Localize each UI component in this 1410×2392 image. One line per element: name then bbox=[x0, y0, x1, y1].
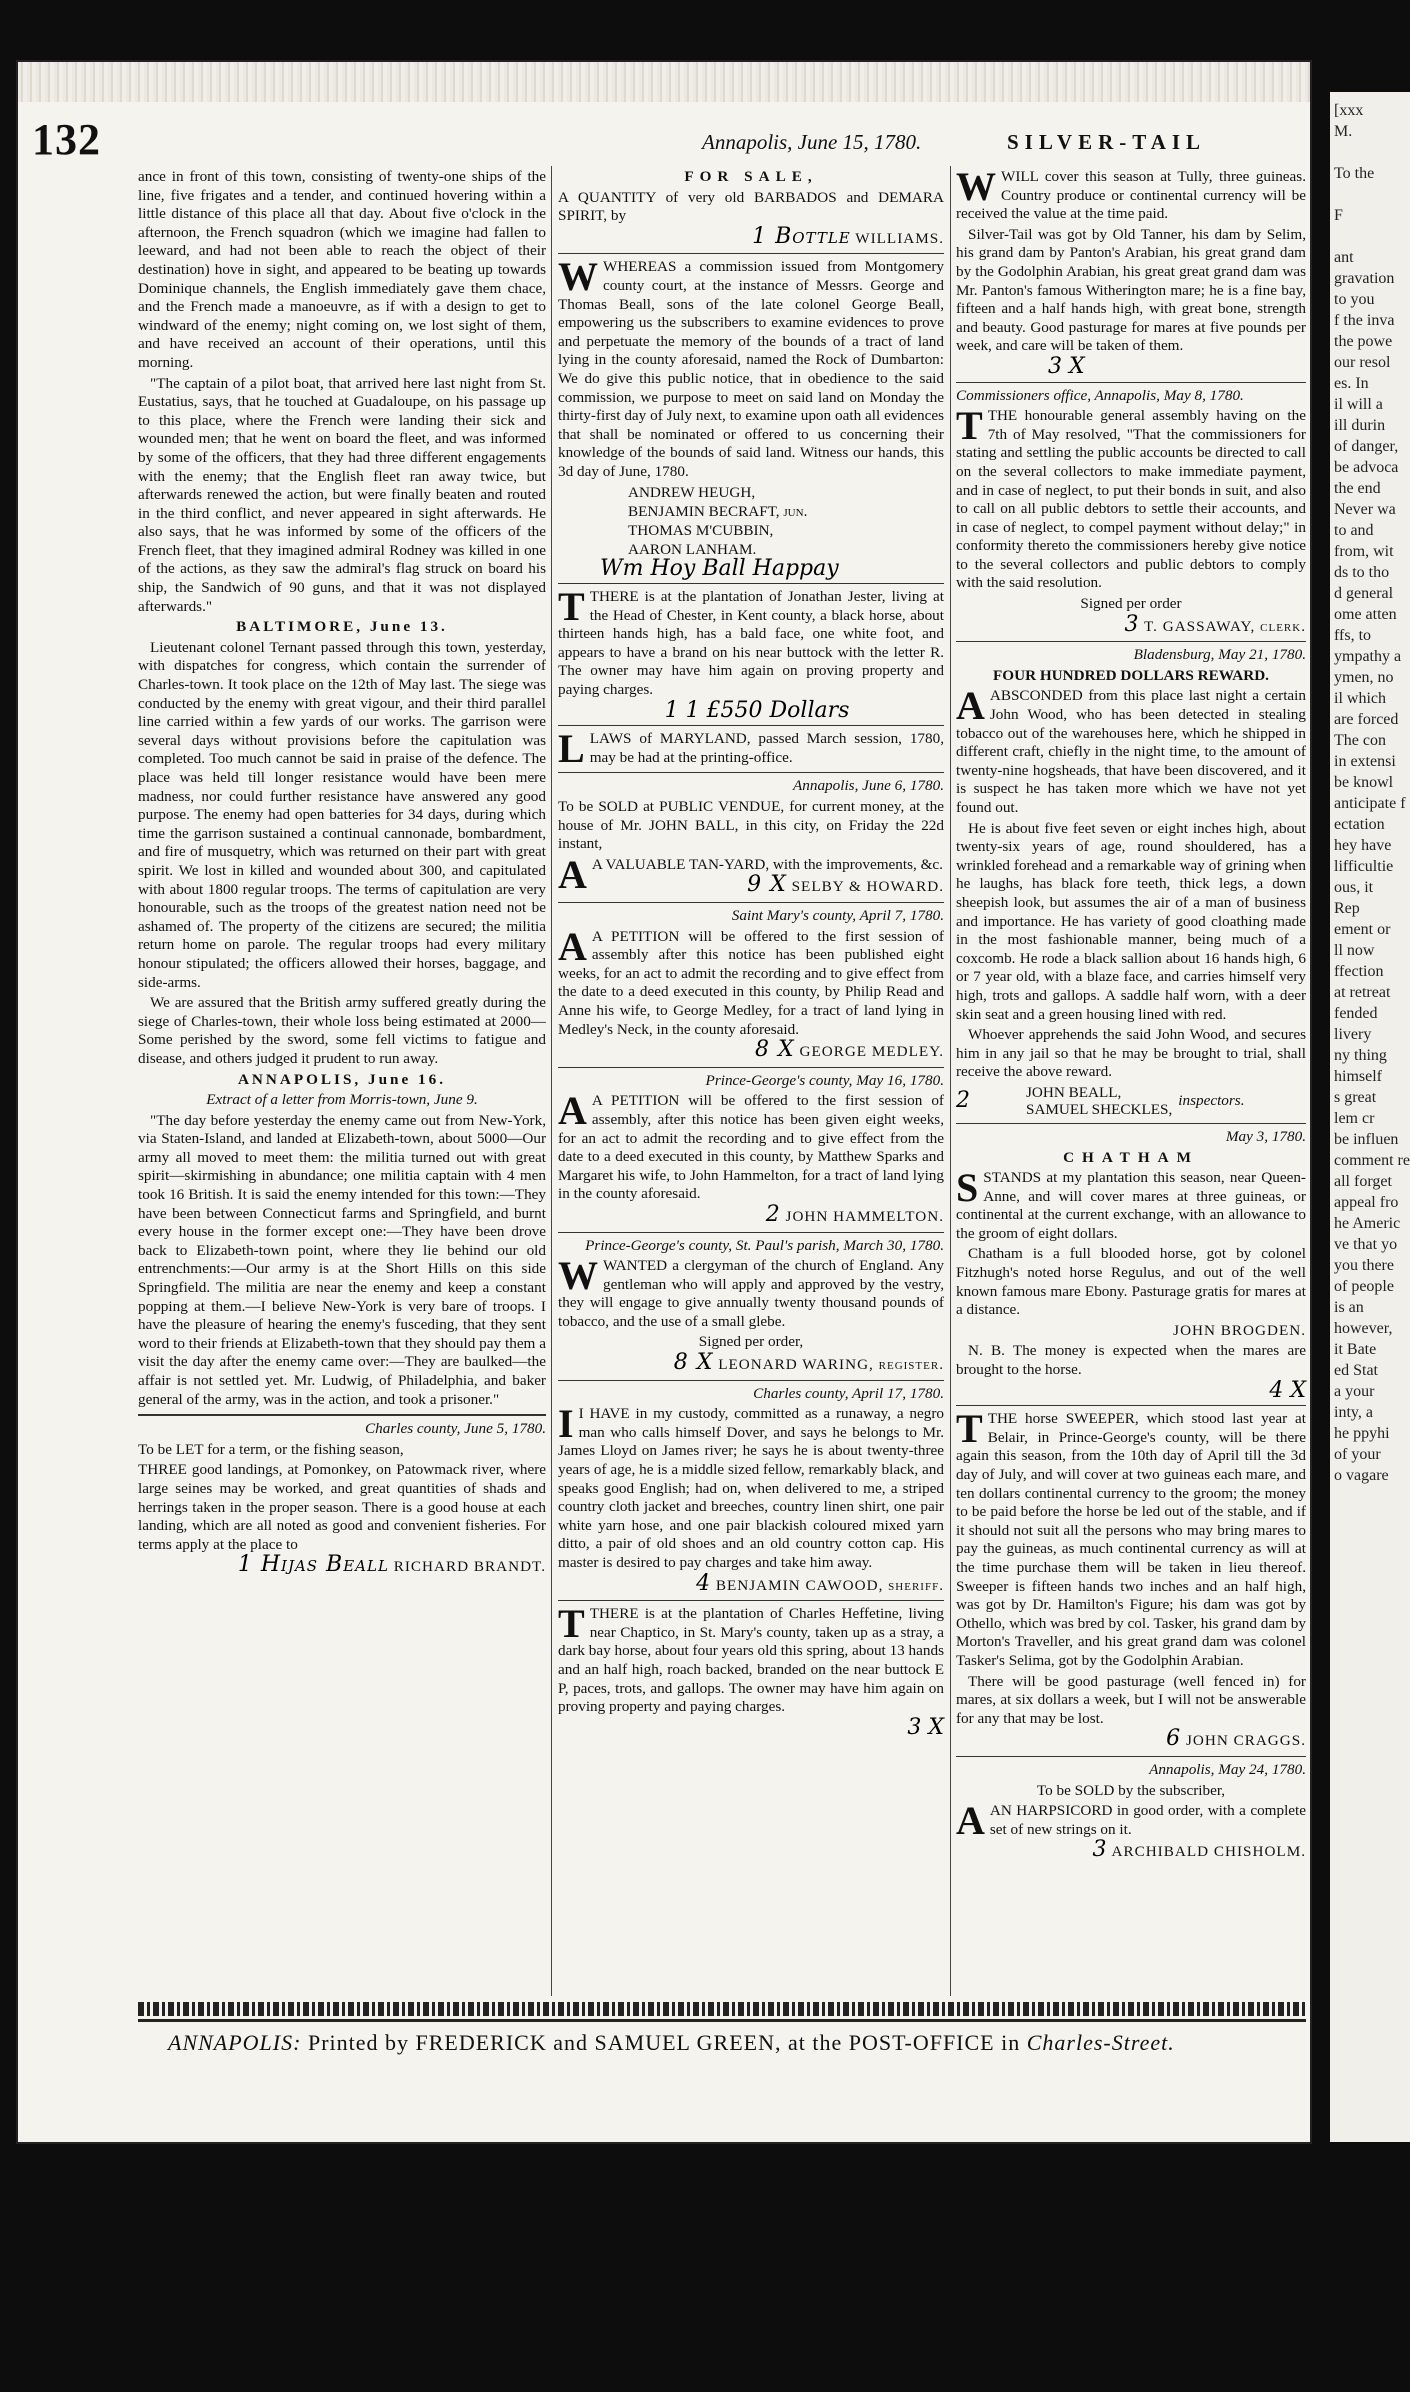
adjacent-page-line: it Bate bbox=[1334, 1341, 1377, 1358]
adjacent-page-line: from, wit bbox=[1334, 543, 1394, 560]
adjacent-page-line: f the inva bbox=[1334, 312, 1395, 329]
adjacent-page-line: are forced bbox=[1334, 711, 1399, 728]
medley-signature: 8 X GEORGE MEDLEY. bbox=[755, 1037, 944, 1063]
newspaper-page bbox=[18, 62, 1310, 2142]
harpsicord-ad: AAN HARPSICORD in good order, with a complete set of new strings on it. bbox=[956, 1798, 1306, 1844]
handwritten-note: 4 X bbox=[1269, 1377, 1306, 1403]
st-marys-dateline: Saint Mary's county, April 7, 1780. bbox=[731, 907, 944, 924]
landings-ad: THREE good landings, at Pomonkey, on Patowmack river, where large seines may be worked, and great quantities of shads and herrings taken in the proper season. There is a good house at each landing, which are all noted as good and convenient fisheries. For terms apply at the place to bbox=[138, 1461, 546, 1553]
wood-reward: Whoever apprehends the said John Wood, and secures him in any jail so that he may be brought to trial, shall receive the above reward. bbox=[956, 1026, 1306, 1081]
divider bbox=[138, 1414, 546, 1416]
selby-signature: 9 X SELBY & HOWARD. bbox=[747, 872, 944, 898]
handwritten-note: 6 bbox=[1166, 1726, 1182, 1752]
adjacent-page-line: be advoca bbox=[1334, 459, 1399, 476]
signer-3: THOMAS M'CUBBIN, bbox=[628, 521, 774, 539]
harpsicord-dateline: Annapolis, May 24, 1780. bbox=[1149, 1760, 1306, 1778]
handwritten-note: 3 X bbox=[907, 1714, 944, 1740]
adjacent-page-line: Rep bbox=[1334, 900, 1360, 917]
chisholm-signature: 3 ARCHIBALD CHISHOLM. bbox=[1092, 1837, 1306, 1863]
divider bbox=[956, 641, 1306, 642]
waring-signature: 8 X LEONARD WARING, register. bbox=[673, 1350, 944, 1376]
adjacent-page-line: hey have bbox=[1334, 837, 1392, 854]
adjacent-page-line: s great bbox=[1334, 1089, 1377, 1106]
divider bbox=[956, 382, 1306, 383]
adjacent-page-line: il will a bbox=[1334, 396, 1383, 413]
inspectors-signature bbox=[956, 1084, 1306, 1118]
williams-signature: 1 Bottle WILLIAMS. bbox=[752, 223, 944, 249]
pilot-boat-report: "The captain of a pilot boat, that arrived here last night from St. Eustatius, says, that he touched at Guadaloupe, on his passage up to this place, where the French were landing their sick and wounded men; that he went on board the fleet, and was informed by some of the officers, that they had three different engagements with the enemy; that the English fleet ran away twice, but afterwards renewed the action, but were finally beaten and routed in the third conflict, and never appeared in sight afterwards. He also says, that he was informed by some of the officers of the French fleet, that they imagined admiral Rodney was killed in one of the actions, as they saw the admiral's flag struck on board his ship, the Sandwich of 90 guns, and that it was not displayed afterwards." bbox=[138, 374, 546, 615]
sweeper-ad: TTHE horse SWEEPER, which stood last year at Belair, in Prince-George's county, will be there again this season, from the 10th day of April till the 3d day of July, and will cover at two guineas each mare, and ten dollars continental currency to the groom; the money to be paid before the horse be led out of the stable, and if it should not suit all the persons who may bring mares to pay the guineas, as much continental currency as will at the time purchase them will be taken in lieu thereof. Sweeper is fifteen hands two inches and an half high, was got by Dr. Hamilton's Figure; his dam was got by Othello, which was bred by col. Tasker, his grand dam by Morton's Traveller, and his great grand dam was colonel Tasker's Selima, got by the Godolphin Arabian. bbox=[956, 1406, 1306, 1669]
for-sale-heading: FOR SALE, bbox=[684, 168, 818, 185]
adjacent-page-line: o vagare bbox=[1334, 1467, 1389, 1484]
column-left bbox=[138, 168, 546, 1998]
morristown-extract: "The day before yesterday the enemy came out from New-York, via Staten-Island, and landed at Elizabeth-town, about 5000—Our army all moved to meet them: the militia turned out with great spirit—skirmishing in abundance; one militia captain with 4 men took 16 British. It is said the enemy intended for this town:—They have been between Connecticut farms and Springfield, and burnt every house in the former except one:—They have been drove back to Elizabeth-town point, where they lie behind our old entrenchments:—Our army is at the Short Hills on this side Springfield. The militia are near the enemy and keep a constant popping at them.—I believe New-York is very bare of troops. I have the pleasure of hearing the enemy's fusceding, that they sent word to their friends at Elizabeth-town that they should pay them a visit the day after the enemy came over:—They are baulked—the affair is not settled yet. Mr. Ludwig, of Philadelphia, and baker general of the army, was in the action, and took a prisoner." bbox=[138, 1111, 546, 1408]
handwritten-note: 1 1 £550 Dollars bbox=[664, 697, 850, 723]
adjacent-page-line: to you bbox=[1334, 291, 1375, 308]
black-horse-notice: TTHERE is at the plantation of Jonathan Jester, living at the Head of Chester, in Kent county, a black horse, about thirteen hands high, has a bald face, one white foot, and appears to have a brand on his near buttock with the letter R. The owner may have him again on proving property and paying charges. bbox=[558, 584, 944, 699]
adjacent-page-fragment bbox=[1330, 92, 1410, 2142]
adjacent-page-line: appeal fro bbox=[1334, 1194, 1399, 1211]
chatham-heading: CHATHAM bbox=[1063, 1148, 1199, 1166]
page-number: 132 bbox=[32, 115, 101, 164]
sweeper-pasturage: There will be good pasturage (well fenced in) for mares, at six dollars a week, but I will not be answerable for any that may be lost. bbox=[956, 1672, 1306, 1727]
adjacent-page-line: you there bbox=[1334, 1257, 1394, 1274]
hammelton-signature: 2 JOHN HAMMELTON. bbox=[765, 1201, 944, 1227]
adjacent-page-line: all forget bbox=[1334, 1173, 1392, 1190]
spirit-ad: A QUANTITY of very old BARBADOS and DEMARA SPIRIT, by bbox=[558, 188, 944, 225]
adjacent-page-line: ve that yo bbox=[1334, 1236, 1398, 1253]
vendue-notice: To be SOLD at PUBLIC VENDUE, for current money, at the house of Mr. JOHN BALL, in this city, on Friday the 22d instant, bbox=[558, 798, 944, 853]
column-rule-1 bbox=[551, 166, 552, 1996]
silver-tail-ad: WWILL cover this season at Tully, three guineas. Country produce or continental currency will be received the value at the time paid. bbox=[956, 164, 1306, 223]
st-pauls-dateline: Prince-George's county, St. Paul's parish, March 30, 1780. bbox=[585, 1236, 944, 1254]
adjacent-page-line: be influen bbox=[1334, 1131, 1399, 1148]
signer-1: ANDREW HEUGH, bbox=[628, 483, 756, 501]
page-header bbox=[32, 115, 1302, 172]
british-losses: We are assured that the British army suffered greatly during the siege of Charles-town, their whole loss being estimated at 2000—Some perished by the sword, some fell victims to fatigue and disease, and others judged it prudent to run away. bbox=[138, 994, 546, 1067]
adjacent-page-line: ymen, no bbox=[1334, 669, 1394, 686]
runaway-notice: I I HAVE in my custody, committed as a runaway, a negro man who calls himself Dover, and says he belongs to Mr. James Lloyd on James river; he says he is about twenty-three years of age, he is a middle sized fellow, remarkably black, and speaks good English; had on, when delivered to me, a striped country cloth jacket and breeches, country linen shirt, one pair white yarn hose, and one pair blackish coloured mixed yarn ditto, a pair of old shoes and an old country cotton cap. His master is desired to pay charges and take him away. bbox=[558, 1401, 944, 1571]
to-let-heading: To be LET for a term, or the fishing season, bbox=[138, 1440, 404, 1458]
adjacent-page-line: a your bbox=[1334, 1383, 1375, 1400]
adjacent-page-line: lem cr bbox=[1334, 1110, 1375, 1127]
imprint-city: ANNAPOLIS: bbox=[168, 2030, 302, 2055]
bladensburg-dateline: Bladensburg, May 21, 1780. bbox=[1133, 646, 1306, 664]
adjacent-page-line: Never wa bbox=[1334, 501, 1396, 518]
adjacent-page-line: livery bbox=[1334, 1026, 1372, 1043]
divider bbox=[956, 1756, 1306, 1757]
imprint-street: Charles-Street. bbox=[1026, 2030, 1175, 2055]
tanyard-notice: A A VALUABLE TAN-YARD, with the improvements, &c. bbox=[558, 851, 943, 897]
handwritten-note: 3 X bbox=[1048, 353, 1085, 379]
laws-notice: LLAWS of MARYLAND, passed March session, 1780, may be had at the printing-office. bbox=[558, 726, 944, 772]
adjacent-page-line: ant bbox=[1334, 249, 1354, 266]
morristown-extract-title: Extract of a letter from Morris-town, June 9. bbox=[206, 1091, 478, 1109]
imprint-text: Printed by FREDERICK and SAMUEL GREEN, at the POST-OFFICE in bbox=[307, 2030, 1021, 2055]
handwritten-note: 4 bbox=[696, 1570, 712, 1596]
handwritten-note: 2 bbox=[765, 1201, 781, 1227]
adjacent-page-line: ympathy a bbox=[1334, 648, 1402, 665]
adjacent-page-line: inty, a bbox=[1334, 1404, 1373, 1421]
adjacent-page-line: ous, it bbox=[1334, 879, 1374, 896]
header-silver-tail: SILVER-TAIL bbox=[1007, 130, 1207, 154]
handwritten-note: 1 Hijas Beall bbox=[237, 1552, 389, 1578]
baltimore-dateline: BALTIMORE, June 13. bbox=[236, 618, 448, 636]
vendue-dateline: Annapolis, June 6, 1780. bbox=[792, 777, 944, 795]
divider bbox=[558, 1067, 944, 1068]
column-middle bbox=[558, 168, 944, 2008]
adjacent-page-line: is an bbox=[1334, 1299, 1364, 1316]
divider bbox=[558, 1232, 944, 1233]
adjacent-page-line bbox=[1334, 184, 1406, 205]
adjacent-page-line: gravation bbox=[1334, 270, 1395, 287]
handwritten-note: 8 X bbox=[755, 1037, 795, 1063]
fleet-report: ance in front of this town, consisting of twenty-one ships of the line, five frigates and a tender, and continued hovering within a little distance of this place all that day. About five o'clock in the afternoon, the French squadron (which we imagine had fallen to leeward, and had not been able to reach the object of their destination) hove in sight, and appeared to be beating up towards Dominique channels, the English immediately gave them chace, and the French made a manoeuvre, as if with a design to get to windward of the enemy; night coming on, we lost sight of them, and have received an account of their operations, until this morning. bbox=[138, 168, 546, 371]
commissioners-notice: TTHE honourable general assembly having on the 7th of May resolved, "That the commissioners for stating and settling the public accounts be directed to call on the several collectors to make immediate payment, and in case of neglect, to put their bonds in suit, and also to call on all public debtors to settle their accounts, and in case of neglect, to compel payment without delay;" in conformity thereto the commissioners hereby give notice to the several collectors and public debtors to comply with the said resolution. bbox=[956, 403, 1306, 592]
adjacent-page-line: the end bbox=[1334, 480, 1381, 497]
prince-georges-dateline: Prince-George's county, May 16, 1780. bbox=[705, 1071, 944, 1089]
stray-horse-notice: TTHERE is at the plantation of Charles Heffetine, living near Chaptico, in St. Mary's county, taken up as a stray, a dark bay horse, about four years old this spring, about 13 hands and an half high, roach backed, branded on the near buttock E P, paces, trots, and gallops. The owner may have him again on proving property and paying charges. bbox=[558, 1601, 944, 1716]
adjacent-page-line: ffection bbox=[1334, 963, 1384, 980]
adjacent-page-line: however, bbox=[1334, 1320, 1393, 1337]
adjacent-page-line: F bbox=[1334, 207, 1343, 224]
adjacent-page-line: es. In bbox=[1334, 375, 1369, 392]
handwritten-note: Wm Hoy Ball Happay bbox=[600, 555, 839, 581]
adjacent-page-line: ll now bbox=[1334, 942, 1375, 959]
divider bbox=[956, 1123, 1306, 1124]
handwritten-note: 3 bbox=[1124, 611, 1140, 637]
header-date: Annapolis, June 15, 1780. bbox=[702, 130, 922, 154]
adjacent-page-line: anticipate f bbox=[1334, 795, 1406, 812]
adjacent-page-line: ny thing bbox=[1334, 1047, 1387, 1064]
harpsicord-heading: To be SOLD by the subscriber, bbox=[1036, 1781, 1226, 1799]
handwritten-note: 8 X bbox=[673, 1350, 714, 1376]
adjacent-page-line: [xxx bbox=[1334, 102, 1364, 119]
adjacent-page-line: The con bbox=[1334, 732, 1386, 749]
divider bbox=[558, 1380, 944, 1381]
adjacent-page-line: il which bbox=[1334, 690, 1386, 707]
divider bbox=[558, 772, 944, 773]
clergyman-ad: WWANTED a clergyman of the church of England. Any gentleman who will apply and approved by the vestry, they will engage to give annually twenty thousand pounds of tobacco, and the use of a small glebe. bbox=[558, 1253, 944, 1330]
divider bbox=[956, 1405, 1306, 1406]
divider bbox=[558, 583, 944, 584]
absconded-notice: AABSCONDED from this place last night a certain John Wood, who has been detected in stealing tobacco out of the warehouses here, which he shipped in different craft, chiefly in the night time, to the amount of twenty-nine hogsheads, that have been discovered, and it is suspect he has taken more which we have not yet found out. bbox=[956, 683, 1306, 816]
adjacent-page-line: ome atten bbox=[1334, 606, 1397, 623]
brogden-signature: JOHN BROGDEN. bbox=[1173, 1321, 1306, 1339]
column-right bbox=[956, 164, 1306, 1998]
commissioners-dateline: Commissioners office, Annapolis, May 8, 1780. bbox=[956, 386, 1244, 404]
adjacent-page-line: of your bbox=[1334, 1446, 1381, 1463]
charles-county-dateline-2: Charles county, April 17, 1780. bbox=[753, 1384, 944, 1402]
ornamental-border bbox=[138, 2002, 1306, 2016]
adjacent-page-line: he ppyhi bbox=[1334, 1425, 1390, 1442]
adjacent-page-line: of danger, bbox=[1334, 438, 1399, 455]
handwritten-note: 2 bbox=[956, 1087, 970, 1113]
brogden-note: N. B. The money is expected when the mares are brought to the horse. bbox=[956, 1342, 1306, 1379]
reward-heading: FOUR HUNDRED DOLLARS REWARD. bbox=[993, 666, 1269, 684]
annapolis-dateline: ANNAPOLIS, June 16. bbox=[237, 1070, 447, 1088]
medley-petition: A A PETITION will be offered to the first session of assembly after this notice has been published eight weeks, for an act to admit the recording and to give effect from the date to a deed executed in this county, by Philip Read and Anne his wife, to George Medley, for a tract of land lying in Medley's Neck, in the county aforesaid. bbox=[558, 923, 944, 1038]
bottom-rule bbox=[138, 2019, 1306, 2022]
silver-tail-pedigree: Silver-Tail was got by Old Tanner, his dam by Selim, his grand dam by Panton's Arabian, his great grand dam by the Godolphin Arabian, his great great grand dam was Mr. Panton's famous Witherington mare; he is a fine bay, fifteen and a half hands high, with great bone, strength and beauty. Good pasturage for mares at five pounds per week, and care will be taken of them. bbox=[956, 225, 1306, 355]
signed-per-order-2: Signed per order bbox=[1080, 595, 1182, 613]
adjacent-page-line: at retreat bbox=[1334, 984, 1391, 1001]
chatham-ad: SSTANDS at my plantation this season, near Queen-Anne, and will cover mares at three guineas, or continental at the current exchange, with an allowance to the groom of eight dollars. bbox=[956, 1165, 1306, 1242]
divider bbox=[558, 253, 944, 254]
adjacent-page-line: M. bbox=[1334, 123, 1353, 140]
chatham-dateline: May 3, 1780. bbox=[1225, 1127, 1306, 1145]
column-rule-2 bbox=[950, 166, 951, 1996]
printer-imprint bbox=[168, 2030, 1308, 2056]
signer-2: BENJAMIN BECRAFT, jun. bbox=[628, 502, 808, 520]
adjacent-page-line: To the bbox=[1334, 165, 1375, 182]
adjacent-page-line: our resol bbox=[1334, 354, 1391, 371]
wood-description: He is about five feet seven or eight inches high, about twenty-six years of age, round shouldered, has a wrinkled forehead and a remarkable way of grining when he laughs, has black fore teeth, thick legs, a down sheepish look, but assumes the air of a man of business and importance. He has variety of good cloathing made in the most fashionable manner, being much of a coxcomb. He rode a black sallion about 16 hands high, 6 or 7 year old, with a blaze face, and carries himself very high, trots and gallops. A saddle half worn, with a deer skin seat and a green housing lined with red. bbox=[956, 819, 1306, 1023]
adjacent-page-line bbox=[1334, 142, 1406, 163]
adjacent-page-line: lifficultie bbox=[1334, 858, 1394, 875]
divider bbox=[558, 902, 944, 903]
adjacent-page-line: be knowl bbox=[1334, 774, 1394, 791]
adjacent-page-line: to and bbox=[1334, 522, 1374, 539]
adjacent-page-line: the powe bbox=[1334, 333, 1393, 350]
charles-county-dateline: Charles county, June 5, 1780. bbox=[365, 1420, 546, 1438]
chatham-pedigree: Chatham is a full blooded horse, got by colonel Fitzhugh's noted horse Regulus, and out of the well known famous mare Ebony. Pasturage gratis for mares at a distance. bbox=[956, 1245, 1306, 1319]
hammelton-petition: A A PETITION will be offered to the first session of assembly, after this notice has been given eight weeks, for an act to admit the recording and to give effect from the date to a deed executed in this county, by Matthew Sparks and Margaret his wife, to John Hammelton, for a tract of land lying in the county aforesaid. bbox=[558, 1088, 944, 1203]
adjacent-page-line: ectation bbox=[1334, 816, 1385, 833]
adjacent-page-line: ed Stat bbox=[1334, 1362, 1378, 1379]
charlestown-surrender: Lieutenant colonel Ternant passed through this town, yesterday, with dispatches for congress, which contain the surrender of Charles-town. It took place on the 12th of May last. The siege was conducted by the enemy with great vigour, and their third parallel line carried within a few yards of our works. The garrison were several days without provisions before the capitulation was completed. Too much cannot be said in praise of the defence. The place was held till longer resistance would have been mere madness, nor could further resistance have answered any good purpose. The enemy had open batteries for 34 days, during which time the garrison sustained a continual cannonade, bombardment, and fire of musquetry, which was returned on their part with great spirit. We lost in killed and wounded about 300, and capitulated with about 1800 regular troops. The terms of capitulation are very honourable, such as the troops of the greatest nation need not be ashamed of. The property of the citizens are secured; the militia return home on parole. The regular troops had every military honour stipulated; the officers allowed their horses, baggage, and side-arms. bbox=[138, 638, 546, 991]
divider bbox=[558, 725, 944, 726]
adjacent-page-line: he Americ bbox=[1334, 1215, 1401, 1232]
inspector-2: SAMUEL SHECKLES, bbox=[1026, 1100, 1173, 1118]
adjacent-page-line: in extensi bbox=[1334, 753, 1396, 770]
inspector-1: JOHN BEALL, bbox=[1026, 1083, 1122, 1101]
gassaway-signature: 3 T. GASSAWAY, clerk. bbox=[1124, 611, 1306, 637]
cawood-signature: 4 BENJAMIN CAWOOD, sheriff. bbox=[696, 1570, 944, 1596]
adjacent-page-line: ds to tho bbox=[1334, 564, 1390, 581]
handwritten-note: 3 bbox=[1092, 1837, 1108, 1863]
signed-per-order: Signed per order, bbox=[698, 1333, 804, 1351]
adjacent-page-text bbox=[1330, 92, 1410, 1494]
adjacent-page-line: ement or bbox=[1334, 921, 1391, 938]
adjacent-page-line: fended bbox=[1334, 1005, 1378, 1022]
adjacent-page-line: ffs, to bbox=[1334, 627, 1372, 644]
brandt-signature: 1 Hijas Beall RICHARD BRANDT. bbox=[237, 1552, 546, 1578]
signer-4: AARON LANHAM. bbox=[628, 540, 757, 558]
adjacent-page-line: ill durin bbox=[1334, 417, 1386, 434]
adjacent-page-line: of people bbox=[1334, 1278, 1394, 1295]
handwritten-note: 1 Bottle bbox=[752, 223, 851, 249]
adjacent-page-line: d general bbox=[1334, 585, 1394, 602]
divider bbox=[558, 1600, 944, 1601]
handwritten-note: 9 X bbox=[747, 872, 787, 898]
craggs-signature: 6 JOHN CRAGGS. bbox=[1166, 1726, 1306, 1752]
commission-notice: WWHEREAS a commission issued from Montgomery county court, at the instance of Messrs. George and Thomas Beall, sons of the late colonel George Beall, empowering us the subscribers to examine evidences to prove and perpetuate the memory of the bounds of a tract of land lying in the county aforesaid, named the Rock of Dumbarton: We do give this public notice, that in obedience to the said commission, we purpose to meet on said land on Monday the thirty-first day of July next, to examine upon oath all evidences that shall be nominated or offered to us concerning their knowledge of the bounds of said land. Witness our hands, this 3d day of June, 1780. bbox=[558, 254, 944, 480]
adjacent-page-line: comment re bbox=[1334, 1152, 1410, 1169]
adjacent-page-line: himself bbox=[1334, 1068, 1382, 1085]
adjacent-page-line bbox=[1334, 226, 1406, 247]
inspectors-label: inspectors. bbox=[1178, 1091, 1245, 1109]
